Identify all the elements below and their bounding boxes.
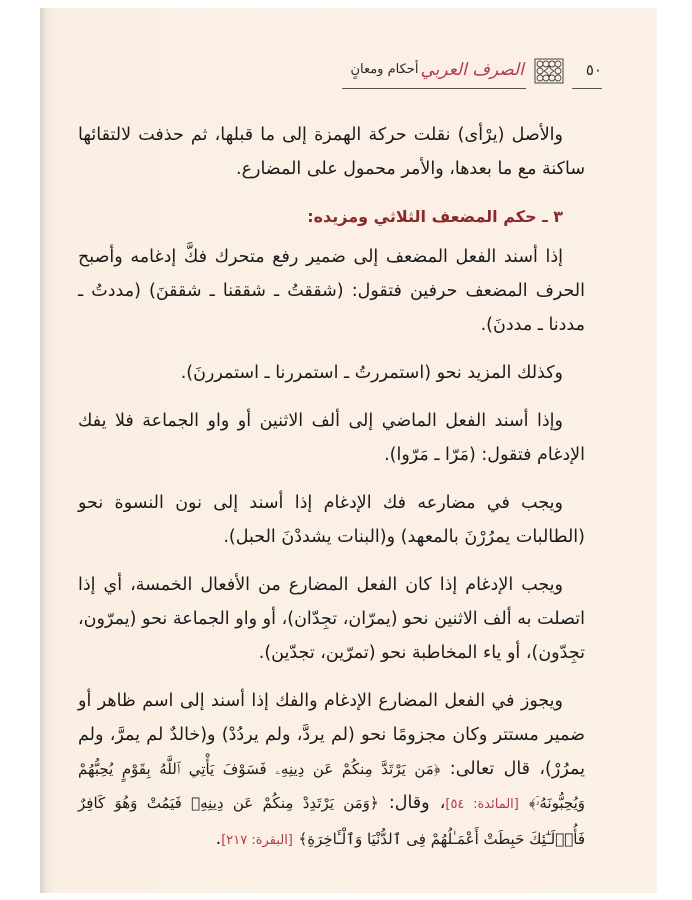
paragraph-with-quran: [78, 684, 585, 858]
paragraph: وإذا أسند الفعل الماضي إلى ألف الاثنين أو واو الجماعة فلا يفك الإدغام فتقول: (مَرّا ـ مَرّوا).: [78, 411, 585, 465]
paragraph: والأصل (يرْأى) نقلت حركة الهمزة إلى ما قبلها، ثم حذفت لالتقائها ساكنة مع ما بعدها، والأمر محمول على المضارع.: [78, 125, 585, 179]
quran-verse: ﴿مَن يَرْتَدَّ مِنكُمْ عَن دِينِهِۦ فَسَوْفَ يَأْتِي ٱللَّهُ بِقَوْمٍ يُحِبُّهُمْ وَيُحِبُّونَهُۥٓ﴾: [78, 760, 585, 812]
ornament-cell: [534, 58, 564, 90]
paragraph: ويجب في مضارعه فك الإدغام إذا أسند إلى نون النسوة نحو (الطالبات يمرُرْنَ بالمعهد) و(البنات يشددْنَ الحبل).: [78, 493, 585, 547]
paragraph: إذا أسند الفعل المضعف إلى ضمير رفع متحرك فكَّ إدغامه وأصبح الحرف المضعف حرفين فتقول: (شققتُ ـ شققنا ـ شققنَ) (مددتُ ـ مددنا ـ مددنَ).: [78, 247, 585, 335]
section-heading: ٣ ـ حكم المضعف الثلاثي ومزيده:: [307, 207, 563, 226]
book-brand-title: الصرف العربي: [420, 60, 524, 80]
book-subtitle: أحكام ومعانٍ: [350, 62, 419, 77]
paragraph-text: ويجوز في الفعل المضارع الإدغام والفك إذا أسند إلى اسم ظاهر أو ضمير مستتر وكان مجزومًا نحو (لم يردَّ، ولم يردُدْ) و(خالدٌ لم يمرَّ، ولم يمرُرْ)، قال تعالى:: [78, 691, 585, 779]
page-number: ٥٠: [585, 61, 602, 79]
paragraph: ويجب الإدغام إذا كان الفعل المضارع من الأفعال الخمسة، أي إذا اتصلت به ألف الاثنين نحو (يمرّان، تجِدّان)، أو واو الجماعة نحو (يمرّون، تجِدّون)، أو ياء المخاطبة نحو (تمرّين، تجدّين).: [78, 575, 585, 663]
paragraph-text: ، وقال:: [378, 793, 446, 813]
quran-verse: ﴿وَمَن يَرْتَدِدْ مِنكُمْ عَن دِينِهِۦ فَيَمُتْ وَهُوَ كَافِرٌ فَأُو۟لَـٰٓئِكَ حَبِطَتْ أَعْمَـٰلُهُمْ فِى ٱلدُّنْيَا وَٱلْـَٔاخِرَةِ﴾: [78, 794, 585, 848]
page-body: [78, 118, 585, 872]
paragraph-text: .: [215, 829, 222, 849]
paragraph: وكذلك المزيد نحو (استمررتُ ـ استمررنا ـ استمررنَ).: [180, 363, 563, 383]
header-rule: [342, 58, 525, 89]
page-header: [342, 58, 602, 92]
header-rule: [572, 58, 602, 89]
geometric-star-ornament-icon: [534, 58, 564, 84]
verse-citation: [المائدة: ٥٤]: [445, 797, 519, 812]
verse-citation: [البقرة: ٢١٧]: [221, 833, 293, 848]
